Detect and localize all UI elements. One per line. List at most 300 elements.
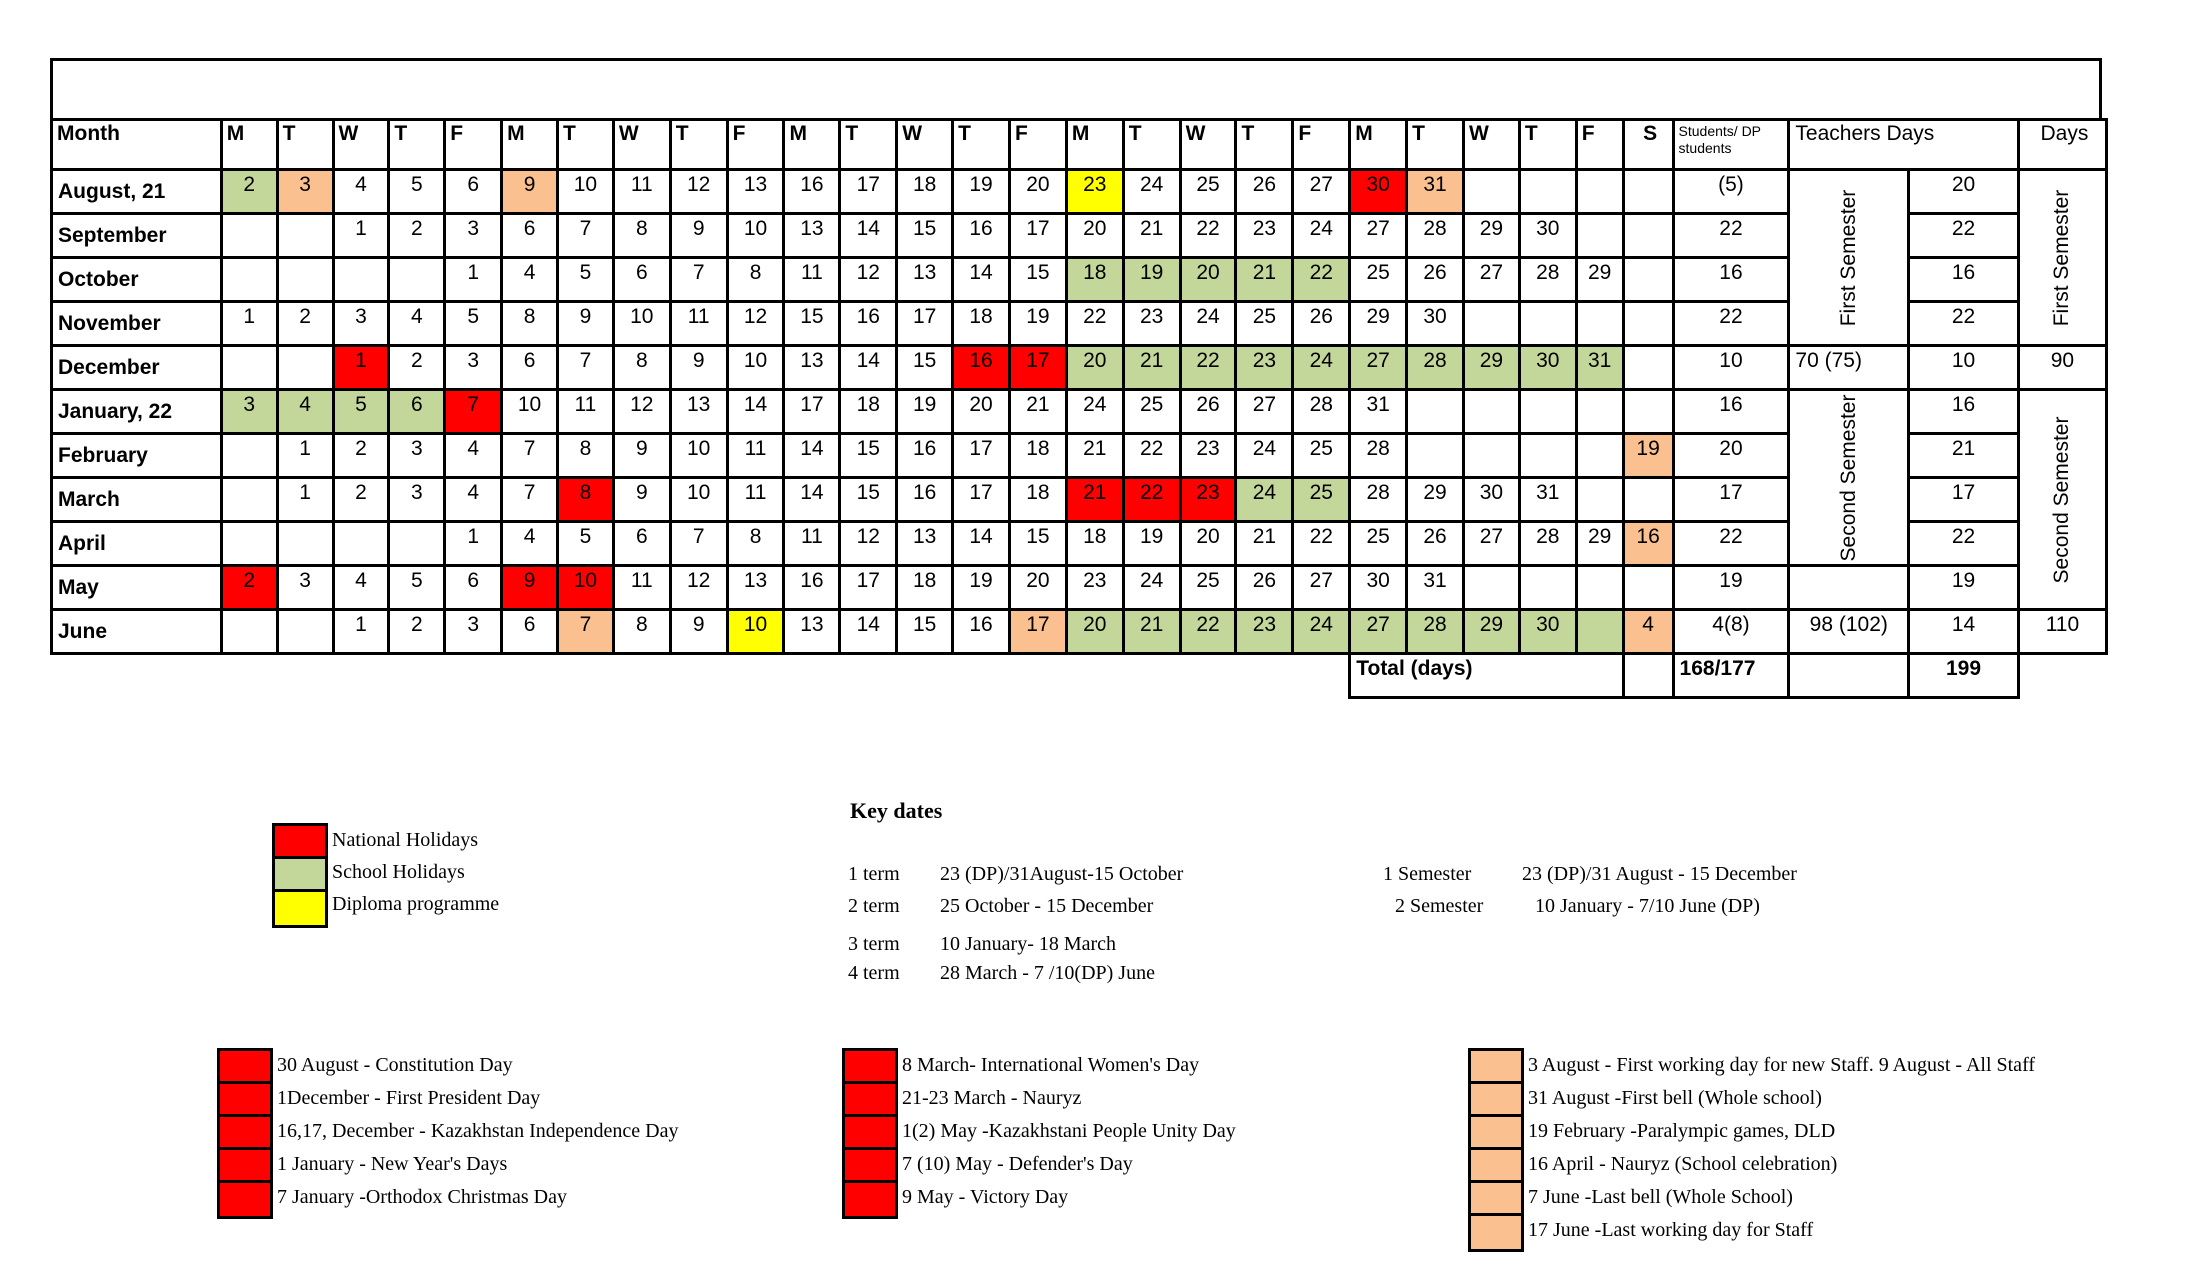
day-cell: 25	[1293, 434, 1350, 478]
day-cell: 28	[1293, 390, 1350, 434]
day-cell: 19	[1123, 258, 1180, 302]
day-cell	[221, 346, 277, 390]
red-swatch	[220, 1084, 270, 1117]
color-legend	[272, 823, 872, 933]
red-swatch	[220, 1117, 270, 1150]
list-item: 9 May - Victory Day	[902, 1186, 1069, 1208]
list-item: 17 June -Last working day for Staff	[1528, 1219, 1814, 1241]
day-cell: 17	[1009, 610, 1066, 654]
day-cell: 23	[1180, 478, 1236, 522]
day-cell: 13	[784, 346, 840, 390]
day-cell: 15	[897, 214, 953, 258]
day-cell: 6	[389, 390, 445, 434]
day-cell: 24	[1236, 434, 1293, 478]
empty	[1293, 654, 1350, 698]
day-cell: 16	[953, 214, 1010, 258]
day-cell: 7	[502, 434, 558, 478]
day-cell	[1576, 434, 1623, 478]
day-cell: 10	[670, 478, 727, 522]
teachers-days-cell: 19	[1909, 566, 2019, 610]
day-cell	[277, 610, 333, 654]
peach-swatch	[1471, 1183, 1521, 1216]
day-cell	[1407, 434, 1464, 478]
day-cell	[389, 522, 445, 566]
day-cell: 2	[389, 610, 445, 654]
day-cell: 24	[1293, 346, 1350, 390]
day-cell: 30	[1519, 214, 1576, 258]
students-days-cell: 19	[1673, 566, 1789, 610]
day-cell: 30	[1407, 302, 1464, 346]
day-cell: 19	[1123, 522, 1180, 566]
list-item: 3 August - First working day for new Staff. 9 August - All Staff	[1528, 1054, 2036, 1076]
day-cell: 10	[557, 170, 613, 214]
day-cell: 20	[1066, 610, 1123, 654]
day-cell: 22	[1293, 522, 1350, 566]
teachers-days-cell: 21	[1909, 434, 2019, 478]
day-cell: 4	[502, 522, 558, 566]
term-1-label: 1 term	[848, 863, 900, 885]
day-cell: 15	[784, 302, 840, 346]
day-cell: 19	[1009, 302, 1066, 346]
month-header: Month	[52, 120, 222, 170]
days-second-semester	[2018, 390, 2106, 610]
weekday-header: F	[1009, 120, 1066, 170]
day-cell: 12	[670, 170, 727, 214]
day-cell: 14	[953, 258, 1010, 302]
peach-swatch	[1471, 1216, 1521, 1249]
term-4-value: 28 March - 7 /10(DP) June	[940, 962, 1155, 984]
empty	[1236, 654, 1293, 698]
semester-2-value: 10 January - 7/10 June (DP)	[1535, 895, 1760, 917]
day-cell: 1	[221, 302, 277, 346]
national-holidays-list-2	[842, 1048, 1442, 1218]
empty	[784, 654, 840, 698]
day-cell: 10	[613, 302, 670, 346]
day-cell: 3	[445, 346, 502, 390]
day-cell: 8	[727, 522, 784, 566]
day-cell: 6	[502, 214, 558, 258]
day-cell: 25	[1350, 522, 1407, 566]
day-cell: 5	[445, 302, 502, 346]
saturday-cell	[1623, 258, 1673, 302]
saturday-cell: 16	[1623, 522, 1673, 566]
empty	[613, 654, 670, 698]
day-cell	[1576, 170, 1623, 214]
day-cell	[389, 258, 445, 302]
day-cell: 22	[1180, 346, 1236, 390]
day-cell: 20	[1180, 258, 1236, 302]
day-cell	[1519, 434, 1576, 478]
day-cell: 25	[1180, 170, 1236, 214]
day-cell: 14	[784, 434, 840, 478]
weekday-header: W	[897, 120, 953, 170]
second-semester-label: Second Semester	[1836, 394, 1860, 561]
saturday-cell	[1623, 346, 1673, 390]
day-cell: 8	[502, 302, 558, 346]
day-cell: 11	[613, 566, 670, 610]
list-item: 7 (10) May - Defender's Day	[902, 1153, 1133, 1175]
day-cell: 10	[502, 390, 558, 434]
list-item: 16 April - Nauryz (School celebration)	[1528, 1153, 1838, 1175]
day-cell: 18	[1066, 522, 1123, 566]
day-cell: 17	[953, 478, 1010, 522]
day-cell: 31	[1407, 170, 1464, 214]
saturday-cell	[1623, 566, 1673, 610]
students-days-cell: 22	[1673, 522, 1789, 566]
students-days-cell: 22	[1673, 214, 1789, 258]
day-cell	[1519, 302, 1576, 346]
total-students: 168/177	[1673, 654, 1789, 698]
weekday-header: M	[502, 120, 558, 170]
day-cell: 29	[1463, 214, 1519, 258]
list-item: 1December - First President Day	[277, 1087, 541, 1109]
red-swatch	[220, 1150, 270, 1183]
day-cell: 12	[727, 302, 784, 346]
day-cell: 21	[1123, 346, 1180, 390]
day-cell: 15	[897, 610, 953, 654]
day-cell: 8	[613, 214, 670, 258]
empty	[221, 654, 277, 698]
students-days-cell: (5)	[1673, 170, 1789, 214]
days-second-semester-label: Second Semester	[2050, 416, 2074, 583]
teacher-sem2-total: 98 (102)	[1789, 610, 1909, 654]
day-cell: 25	[1350, 258, 1407, 302]
day-cell: 7	[557, 346, 613, 390]
weekday-header: W	[613, 120, 670, 170]
students-days-cell: 4(8)	[1673, 610, 1789, 654]
teachers-days-cell: 20	[1909, 170, 2019, 214]
legend-diploma: Diploma programme	[332, 893, 500, 915]
day-cell: 9	[502, 566, 558, 610]
day-cell	[1463, 390, 1519, 434]
day-cell: 3	[389, 434, 445, 478]
day-cell: 22	[1123, 434, 1180, 478]
day-cell	[1576, 214, 1623, 258]
day-cell: 31	[1407, 566, 1464, 610]
saturday-header: S	[1623, 120, 1673, 170]
day-cell: 24	[1236, 478, 1293, 522]
day-cell	[1576, 610, 1623, 654]
day-cell: 16	[953, 610, 1010, 654]
day-cell: 24	[1066, 390, 1123, 434]
semester-2-label: 2 Semester	[1395, 895, 1484, 917]
day-cell: 30	[1350, 566, 1407, 610]
day-cell: 16	[784, 566, 840, 610]
students-days-cell: 16	[1673, 390, 1789, 434]
day-cell: 7	[557, 610, 613, 654]
day-cell: 29	[1407, 478, 1464, 522]
day-cell: 5	[557, 258, 613, 302]
weekday-header: T	[1519, 120, 1576, 170]
peach-swatch	[1471, 1051, 1521, 1084]
day-cell: 6	[445, 170, 502, 214]
day-cell: 8	[613, 610, 670, 654]
day-cell: 15	[840, 478, 897, 522]
teacher-sem1-total: 70 (75)	[1789, 346, 1909, 390]
day-cell: 1	[333, 610, 389, 654]
weekday-header: T	[953, 120, 1010, 170]
weekday-header: T	[277, 120, 333, 170]
day-cell: 20	[1066, 346, 1123, 390]
day-cell: 24	[1123, 170, 1180, 214]
day-cell: 15	[1009, 522, 1066, 566]
empty	[840, 654, 897, 698]
empty	[953, 654, 1010, 698]
day-cell: 23	[1236, 346, 1293, 390]
day-cell: 2	[333, 434, 389, 478]
students-header: Students/ DP students	[1673, 120, 1789, 170]
day-cell: 10	[727, 346, 784, 390]
term-1-value: 23 (DP)/31August-15 October	[940, 863, 1184, 885]
day-cell: 22	[1180, 610, 1236, 654]
day-cell: 17	[953, 434, 1010, 478]
day-cell: 28	[1350, 478, 1407, 522]
month-name: August, 21	[52, 170, 222, 214]
weekday-header: F	[1293, 120, 1350, 170]
total-sat-blank	[1623, 654, 1673, 698]
month-name: December	[52, 346, 222, 390]
day-cell	[1519, 566, 1576, 610]
saturday-cell: 19	[1623, 434, 1673, 478]
day-cell: 13	[897, 522, 953, 566]
day-cell	[1576, 566, 1623, 610]
days-sem1-total: 90	[2018, 346, 2106, 390]
month-name: February	[52, 434, 222, 478]
weekday-header: T	[1236, 120, 1293, 170]
month-row	[52, 170, 2107, 214]
teachers-days-header: Teachers Days	[1789, 120, 2018, 170]
day-cell: 7	[670, 258, 727, 302]
month-name: May	[52, 566, 222, 610]
day-cell: 14	[840, 346, 897, 390]
day-cell: 27	[1293, 566, 1350, 610]
saturday-cell: 4	[1623, 610, 1673, 654]
day-cell: 2	[333, 478, 389, 522]
day-cell: 15	[897, 346, 953, 390]
day-cell: 4	[333, 566, 389, 610]
day-cell: 31	[1519, 478, 1576, 522]
month-name: March	[52, 478, 222, 522]
day-cell	[1519, 170, 1576, 214]
weekday-header: M	[221, 120, 277, 170]
day-cell: 8	[557, 478, 613, 522]
month-row	[52, 390, 2107, 434]
day-cell: 3	[221, 390, 277, 434]
red-swatch	[220, 1183, 270, 1216]
term-2-value: 25 October - 15 December	[940, 895, 1154, 917]
empty	[1180, 654, 1236, 698]
day-cell: 23	[1236, 214, 1293, 258]
day-cell: 26	[1293, 302, 1350, 346]
day-cell: 9	[670, 346, 727, 390]
month-name: November	[52, 302, 222, 346]
swatch-stack	[1468, 1048, 1524, 1252]
day-cell: 1	[277, 478, 333, 522]
day-cell: 14	[840, 610, 897, 654]
peach-swatch	[1471, 1150, 1521, 1183]
day-cell: 30	[1463, 478, 1519, 522]
teachers-days-cell: 17	[1909, 478, 2019, 522]
empty	[557, 654, 613, 698]
day-cell: 9	[670, 610, 727, 654]
empty	[2018, 654, 2106, 698]
day-cell: 25	[1236, 302, 1293, 346]
month-name: April	[52, 522, 222, 566]
day-cell: 6	[613, 258, 670, 302]
day-cell: 13	[784, 214, 840, 258]
day-cell: 3	[445, 610, 502, 654]
day-cell: 13	[670, 390, 727, 434]
empty	[445, 654, 502, 698]
day-cell: 28	[1519, 522, 1576, 566]
swatch-stack	[842, 1048, 898, 1219]
day-cell: 24	[1293, 214, 1350, 258]
teachers-days-cell: 22	[1909, 522, 2019, 566]
day-cell: 26	[1407, 258, 1464, 302]
weekday-header: W	[1180, 120, 1236, 170]
day-cell: 4	[389, 302, 445, 346]
day-cell: 1	[333, 346, 389, 390]
day-cell	[1576, 478, 1623, 522]
day-cell: 6	[613, 522, 670, 566]
day-cell: 8	[613, 346, 670, 390]
day-cell: 4	[333, 170, 389, 214]
day-cell: 26	[1236, 566, 1293, 610]
empty	[1009, 654, 1066, 698]
day-cell: 11	[613, 170, 670, 214]
day-cell	[221, 258, 277, 302]
day-cell: 22	[1180, 214, 1236, 258]
day-cell: 28	[1407, 214, 1464, 258]
day-cell: 6	[445, 566, 502, 610]
day-cell	[1463, 566, 1519, 610]
teachers-days-cell: 16	[1909, 258, 2019, 302]
day-cell: 27	[1236, 390, 1293, 434]
day-cell: 2	[221, 566, 277, 610]
day-cell: 9	[613, 478, 670, 522]
saturday-cell	[1623, 478, 1673, 522]
day-cell: 13	[897, 258, 953, 302]
day-cell	[1576, 390, 1623, 434]
list-item: 21-23 March - Nauryz	[902, 1087, 1082, 1109]
day-cell: 13	[784, 610, 840, 654]
day-cell: 10	[670, 434, 727, 478]
day-cell: 20	[1009, 170, 1066, 214]
teachers-days-cell: 22	[1909, 302, 2019, 346]
day-cell	[1463, 170, 1519, 214]
list-item: 16,17, December - Kazakhstan Independence Day	[277, 1120, 679, 1142]
weekday-header: F	[1576, 120, 1623, 170]
legend-national: National Holidays	[332, 829, 479, 851]
day-cell: 5	[333, 390, 389, 434]
day-cell: 31	[1350, 390, 1407, 434]
day-cell: 12	[670, 566, 727, 610]
day-cell: 16	[840, 302, 897, 346]
day-cell: 3	[277, 170, 333, 214]
total-teacher-blank	[1789, 654, 1909, 698]
list-item: 7 June -Last bell (Whole School)	[1528, 1186, 1793, 1208]
day-cell: 5	[557, 522, 613, 566]
day-cell: 9	[613, 434, 670, 478]
day-cell: 19	[953, 566, 1010, 610]
day-cell: 9	[502, 170, 558, 214]
day-cell: 5	[389, 566, 445, 610]
day-cell	[221, 478, 277, 522]
key-dates-title: Key dates	[850, 798, 943, 823]
header-row	[52, 120, 2107, 170]
day-cell: 12	[840, 258, 897, 302]
students-days-cell: 22	[1673, 302, 1789, 346]
day-cell: 23	[1066, 170, 1123, 214]
day-cell: 2	[277, 302, 333, 346]
list-item: 7 January -Orthodox Christmas Day	[277, 1186, 567, 1208]
peach-swatch	[1471, 1117, 1521, 1150]
legend-school: School Holidays	[332, 861, 465, 883]
red-swatch	[845, 1117, 895, 1150]
weekday-header: M	[784, 120, 840, 170]
empty	[1123, 654, 1180, 698]
national-holiday-swatch	[275, 826, 325, 859]
day-cell: 12	[613, 390, 670, 434]
weekday-header: T	[389, 120, 445, 170]
day-cell: 11	[557, 390, 613, 434]
day-cell: 8	[727, 258, 784, 302]
empty	[502, 654, 558, 698]
semester-1-value: 23 (DP)/31 August - 15 December	[1522, 863, 1797, 885]
weekday-header: F	[445, 120, 502, 170]
day-cell: 17	[784, 390, 840, 434]
day-cell: 29	[1576, 522, 1623, 566]
day-cell: 25	[1180, 566, 1236, 610]
day-cell: 6	[502, 610, 558, 654]
day-cell: 29	[1350, 302, 1407, 346]
day-cell: 3	[389, 478, 445, 522]
day-cell: 23	[1066, 566, 1123, 610]
teachers-days-cell: 22	[1909, 214, 2019, 258]
day-cell: 11	[784, 258, 840, 302]
day-cell: 16	[953, 346, 1010, 390]
day-cell: 24	[1293, 610, 1350, 654]
list-item: 1(2) May -Kazakhstani People Unity Day	[902, 1120, 1236, 1142]
academic-calendar	[50, 58, 2108, 758]
day-cell: 17	[840, 170, 897, 214]
red-swatch	[220, 1051, 270, 1084]
day-cell: 22	[1066, 302, 1123, 346]
day-cell: 7	[445, 390, 502, 434]
day-cell: 14	[784, 478, 840, 522]
day-cell: 2	[389, 346, 445, 390]
day-cell: 7	[557, 214, 613, 258]
day-cell: 4	[445, 434, 502, 478]
day-cell: 26	[1407, 522, 1464, 566]
empty	[727, 654, 784, 698]
day-cell	[1519, 390, 1576, 434]
day-cell: 27	[1463, 258, 1519, 302]
list-item: 30 August - Constitution Day	[277, 1054, 513, 1076]
day-cell: 20	[953, 390, 1010, 434]
day-cell: 29	[1463, 346, 1519, 390]
day-cell: 9	[557, 302, 613, 346]
day-cell: 15	[1009, 258, 1066, 302]
day-cell: 2	[389, 214, 445, 258]
day-cell: 1	[277, 434, 333, 478]
day-cell: 26	[1180, 390, 1236, 434]
day-cell: 19	[897, 390, 953, 434]
day-cell: 3	[333, 302, 389, 346]
day-cell: 1	[333, 214, 389, 258]
day-cell: 1	[445, 258, 502, 302]
empty	[52, 654, 222, 698]
